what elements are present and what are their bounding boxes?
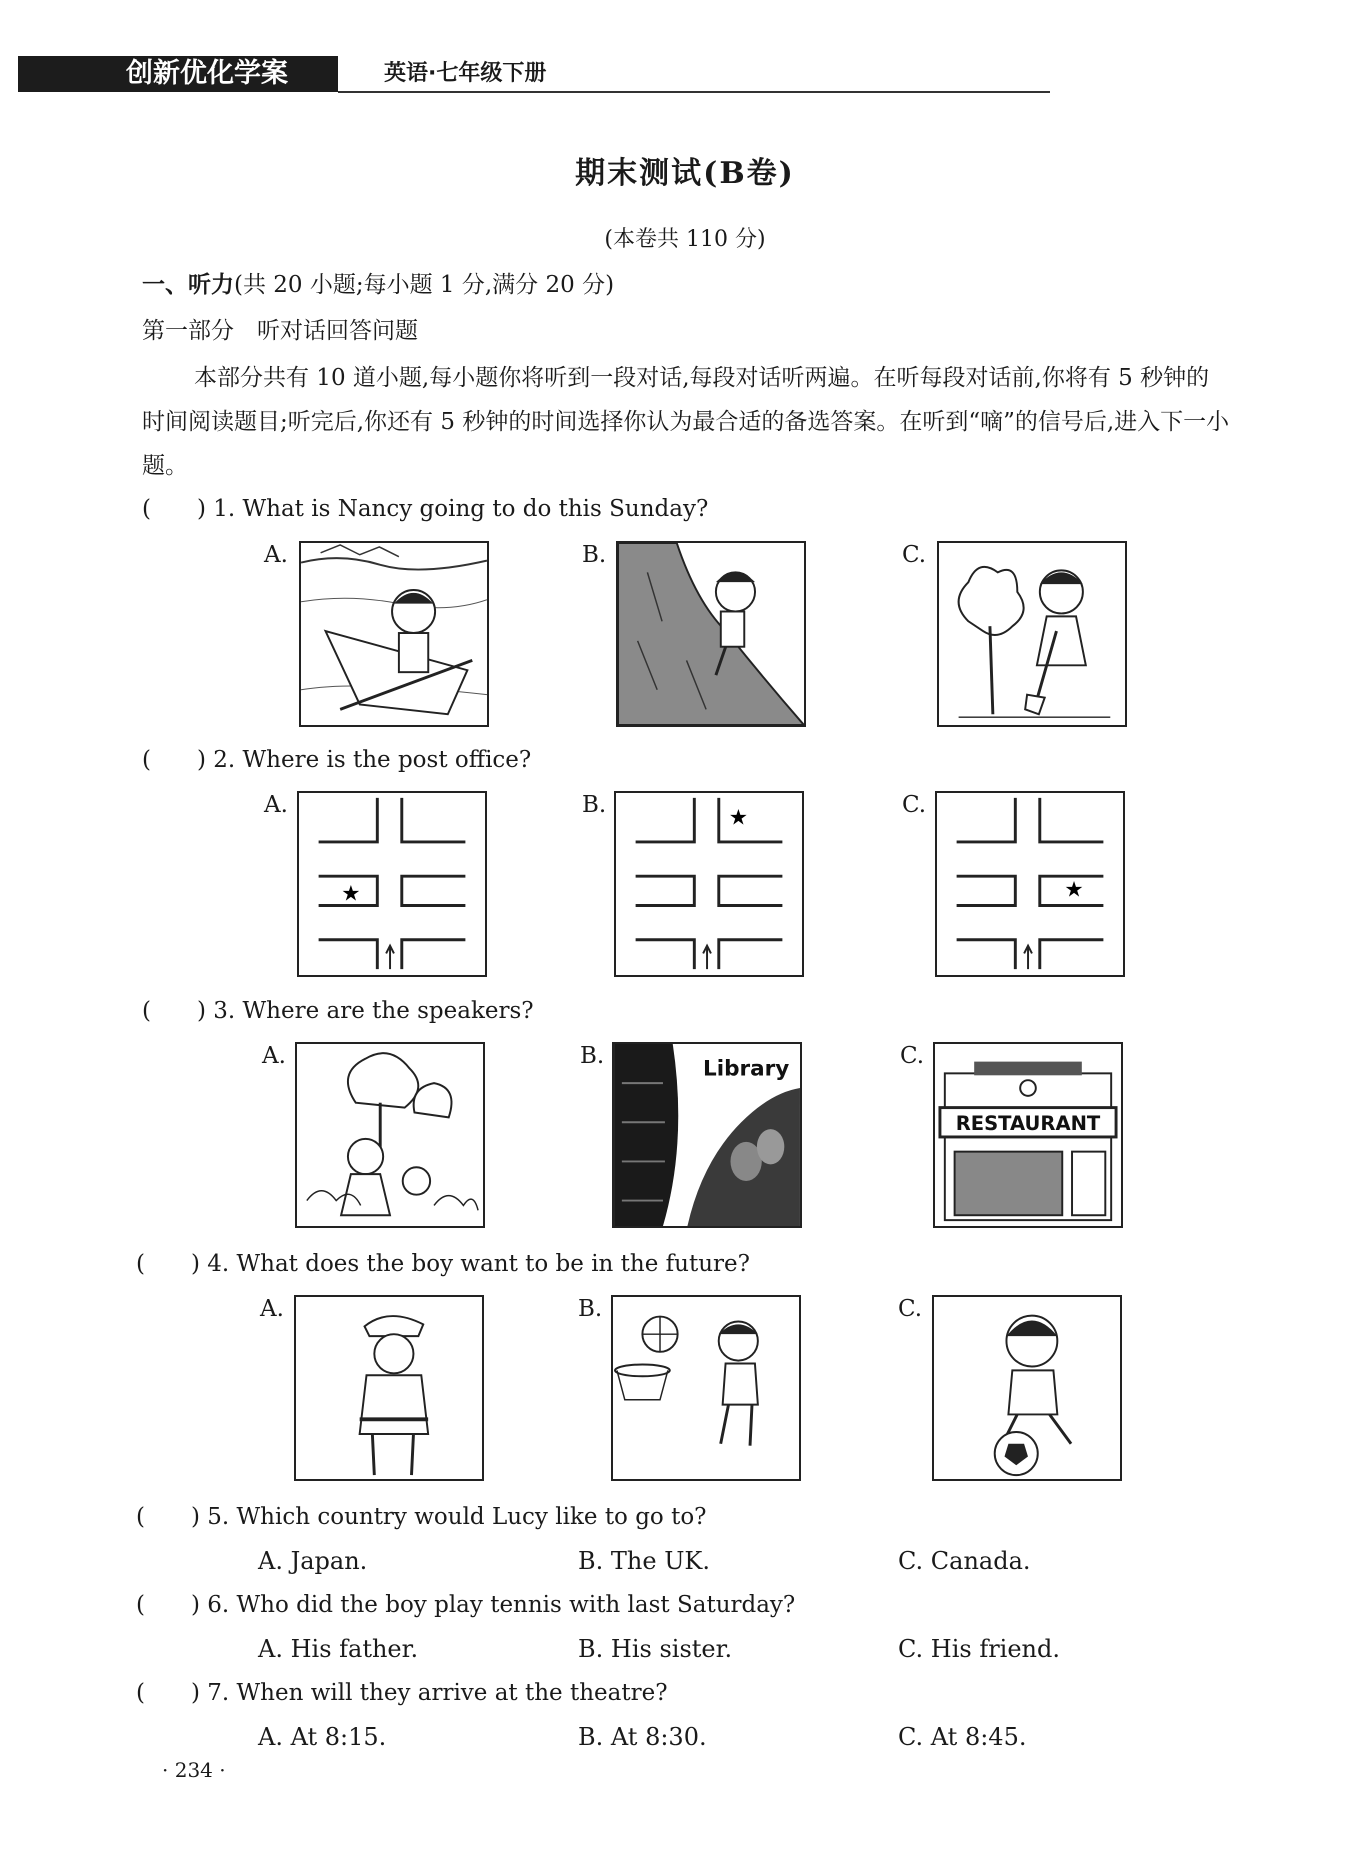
option-label: C. [898,1296,923,1322]
header-rule [338,91,1050,93]
picture-planting-tree[interactable] [937,541,1127,727]
option-label: B. [582,542,607,568]
instructions: 本部分共有 10 道小题,每小题你将听到一段对话,每段对话听两遍。在听每段对话前,你将有 5 秒钟的时间阅读题目;听完后,你还有 5 秒钟的时间选择你认为最合适的备选答案。在听到“嘀”的信号后,进入下一小题。 [142,365,1230,479]
picture-park[interactable] [295,1042,485,1228]
option-b[interactable]: B. At 8:30. [578,1723,707,1751]
section-heading [142,270,614,300]
option-label: B. [580,1043,605,1069]
option-label: A. [264,792,288,818]
option-label: B. [582,792,607,818]
page-number: · 234 · [162,1758,226,1782]
option-c[interactable]: C. Canada. [898,1547,1031,1575]
option-b[interactable]: B. The UK. [578,1547,710,1575]
option-label: C. [900,1043,925,1069]
option-label: A. [260,1296,284,1322]
option-c[interactable]: C. His friend. [898,1635,1060,1663]
option-a[interactable]: A. At 8:15. [258,1723,387,1751]
svg-text:★: ★ [341,881,361,907]
picture-library[interactable] [612,1042,802,1228]
restaurant-sign: RESTAURANT [955,1112,1101,1136]
answer-blank[interactable]: ( ) [136,1251,200,1277]
question-text: 2. Where is the post office? [213,747,532,773]
answer-blank[interactable]: ( ) [136,1680,200,1706]
header-brand: 创新优化学案 [18,56,338,92]
option-label: B. [578,1296,603,1322]
question-4 [136,1249,750,1279]
option-a[interactable]: A. Japan. [258,1547,368,1575]
picture-rowing-boat[interactable] [299,541,489,727]
answer-blank[interactable]: ( ) [142,998,206,1024]
picture-restaurant[interactable] [933,1042,1123,1228]
question-text: 4. What does the boy want to be in the future? [207,1251,750,1277]
option-c[interactable]: C. At 8:45. [898,1723,1027,1751]
map-option-a[interactable] [297,791,487,977]
option-label: C. [902,542,927,568]
picture-policeman[interactable] [294,1295,484,1481]
map-option-c[interactable] [935,791,1125,977]
question-3 [142,996,534,1026]
picture-mountain-climbing[interactable] [616,541,806,727]
option-label: C. [902,792,927,818]
question-6 [136,1590,795,1620]
question-1 [142,494,708,524]
option-label: A. [262,1043,286,1069]
question-5 [136,1502,707,1532]
question-2 [142,745,531,775]
page-title: 期末测试(B卷) [575,156,795,191]
svg-text:★: ★ [1064,877,1084,903]
answer-blank[interactable]: ( ) [142,496,206,522]
option-b[interactable]: B. His sister. [578,1635,733,1663]
picture-football-player[interactable] [932,1295,1122,1481]
picture-basketball-player[interactable] [611,1295,801,1481]
answer-blank[interactable]: ( ) [136,1592,200,1618]
question-text: 6. Who did the boy play tennis with last Saturday? [207,1592,796,1618]
question-text: 3. Where are the speakers? [213,998,534,1024]
question-7 [136,1678,668,1708]
header-subject: 英语·七年级下册 [384,61,547,86]
question-text: 1. What is Nancy going to do this Sunday? [213,496,709,522]
answer-blank[interactable]: ( ) [136,1504,200,1530]
answer-blank[interactable]: ( ) [142,747,206,773]
svg-text:★: ★ [728,805,749,831]
library-sign: Library [703,1056,790,1082]
option-label: A. [264,542,288,568]
map-option-b[interactable] [614,791,804,977]
option-a[interactable]: A. His father. [258,1635,419,1663]
question-text: 7. When will they arrive at the theatre? [207,1680,668,1706]
section-heading-bold: 一、听力 [142,272,234,298]
section-heading-rest: (共 20 小题;每小题 1 分,满分 20 分) [234,272,615,298]
score-note: (本卷共 110 分) [604,227,766,252]
question-text: 5. Which country would Lucy like to go to? [207,1504,707,1530]
part-title: 第一部分 听对话回答问题 [142,318,418,344]
